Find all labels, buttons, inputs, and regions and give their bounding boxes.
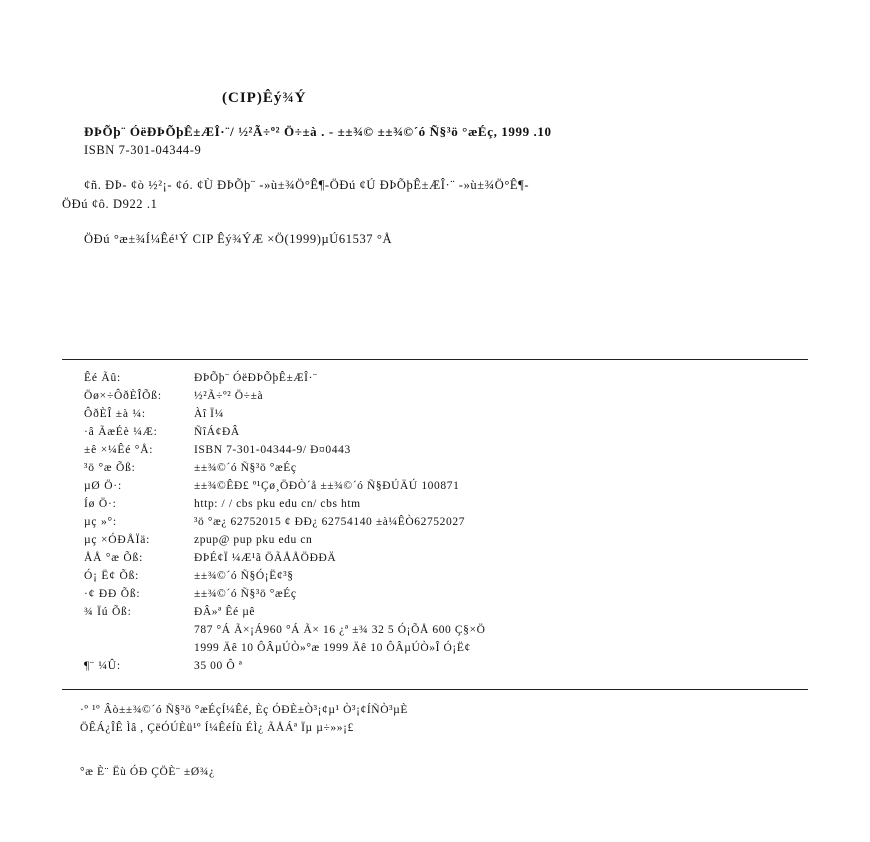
info-label: ³ö °æ Õß: xyxy=(84,462,136,474)
cip-heading: (CIP)Êý¾Ý xyxy=(222,90,307,106)
info-value: ÐÞÕþ¨ ÓëÐÞÕþÊ±ÆÎ·¨ xyxy=(194,372,318,384)
info-value: ÐÞÉ¢Ï ¼Æ¹ã ÖÃÅÅÖÐÐÄ xyxy=(194,552,337,564)
info-label: Öø×÷ÔðÈÎÕß: xyxy=(84,390,162,402)
info-value: ±±¾©´ó Ñ§Ó¡Ë¢³§ xyxy=(194,570,294,582)
info-value: ±±¾©ÊÐ£ º¹Çø¸ÖÐÒ´å ±±¾©´ó Ñ§ÐÚÄÚ 100871 xyxy=(194,480,460,492)
info-value: ÑîÁ¢ÐÂ xyxy=(194,426,240,438)
bottom-divider xyxy=(62,689,808,690)
info-label: µç »°: xyxy=(84,516,117,528)
footer-notice-line1: ·º ¹º Âò±±¾©´ó Ñ§³ö °æÉçÍ¼Êé, Èç ÓÐÈ±Ò³¡¢µ¹ Ò³¡¢ÍÑÒ³µÈ xyxy=(80,704,409,716)
footer-notice-line2: ÖÊÁ¿ÎÊ Ìâ , ÇëÓÚÈü¹º Í¼ÊéÍù ÉÌ¿ ÃÅÁª Ïµ µ÷»»¡£ xyxy=(80,722,354,734)
info-label: ¾ Ïú Õß: xyxy=(84,606,132,618)
info-label: ·â ÃæÉè ¼Æ: xyxy=(84,426,158,438)
info-label: ·¢ ÐÐ Õß: xyxy=(84,588,141,600)
info-value: http: / / cbs pku edu cn/ cbs htm xyxy=(194,498,361,510)
info-value: ³ö °æ¿ 62752015 ¢ ÐÐ¿ 62754140 ±à¼ÊÒ62752027 xyxy=(194,516,466,528)
cip-subject-line: ¢ñ. ÐÞ- ¢ò ½²¡- ¢ó. ¢Ù ÐÞÕþ¨ -»ù±¾Ö°Ê¶-ÖÐú ¢Ú ÐÞÕþÊ±ÆÎ·¨ -»ù±¾Ö°Ê¶- xyxy=(84,178,530,192)
cip-isbn-line: ISBN 7-301-04344-9 xyxy=(84,143,202,157)
info-value: Àî Ï¼ xyxy=(194,408,224,420)
info-label: Íø Ö·: xyxy=(84,498,117,510)
info-value: ISBN 7-301-04344-9/ Ð¤0443 xyxy=(194,444,351,456)
info-label: ¶¨ ¼Û: xyxy=(84,660,121,672)
info-value: ±±¾©´ó Ñ§³ö °æÉç xyxy=(194,588,297,600)
info-label: ÔðÈÎ ±à ¼: xyxy=(84,408,146,420)
info-label: Êé Ãû: xyxy=(84,372,122,384)
info-value: ½²Ã÷º² Ö÷±à xyxy=(194,390,264,402)
info-value: 35 00 Ô ª xyxy=(194,660,243,672)
info-value: 1999 Äê 10 ÔÂµÚÒ»°æ 1999 Äê 10 ÔÂµÚÒ»Î Ó¡Ë¢ xyxy=(194,642,471,654)
top-divider xyxy=(62,359,808,360)
info-value: 787 °Á Ã×¡Á960 °Á Ã× 16 ¿ª ±¾ 32 5 Ó¡ÕÅ 600 Ç§×Ö xyxy=(194,624,486,636)
info-label: Ó¡ Ë¢ Õß: xyxy=(84,570,140,582)
cip-record-number: ÖÐú °æ±¾Í¼Êé¹Ý CIP Êý¾ÝÆ ×Ö(1999)µÚ61537 °Å xyxy=(84,232,393,246)
info-value: zpup@ pup pku edu cn xyxy=(194,534,313,546)
info-label: µØ Ö·: xyxy=(84,480,122,492)
info-label: ±ê ×¼Êé °Å: xyxy=(84,444,154,456)
copyright-notice: °æ È¨ Ëù ÓÐ ÇÖÈ¨ ±Ø¾¿ xyxy=(80,766,215,778)
cip-subject-line-cont: ÖÐú ¢ô. D922 .1 xyxy=(62,197,158,211)
info-value: ±±¾©´ó Ñ§³ö °æÉç xyxy=(194,462,297,474)
cip-book-title-line: ÐÞÕþ¨ ÓëÐÞÕþÊ±ÆÎ·¨/ ½²Ã÷º² Ö÷±à . - ±±¾© ±±¾©´ó Ñ§³ö °æÉç, 1999 .10 xyxy=(84,124,552,139)
info-label: µç ×ÓÐÅÏä: xyxy=(84,534,151,546)
info-label: ÅÅ °æ Õß: xyxy=(84,552,144,564)
info-value: ÐÂ»ª Êé µê xyxy=(194,606,256,618)
